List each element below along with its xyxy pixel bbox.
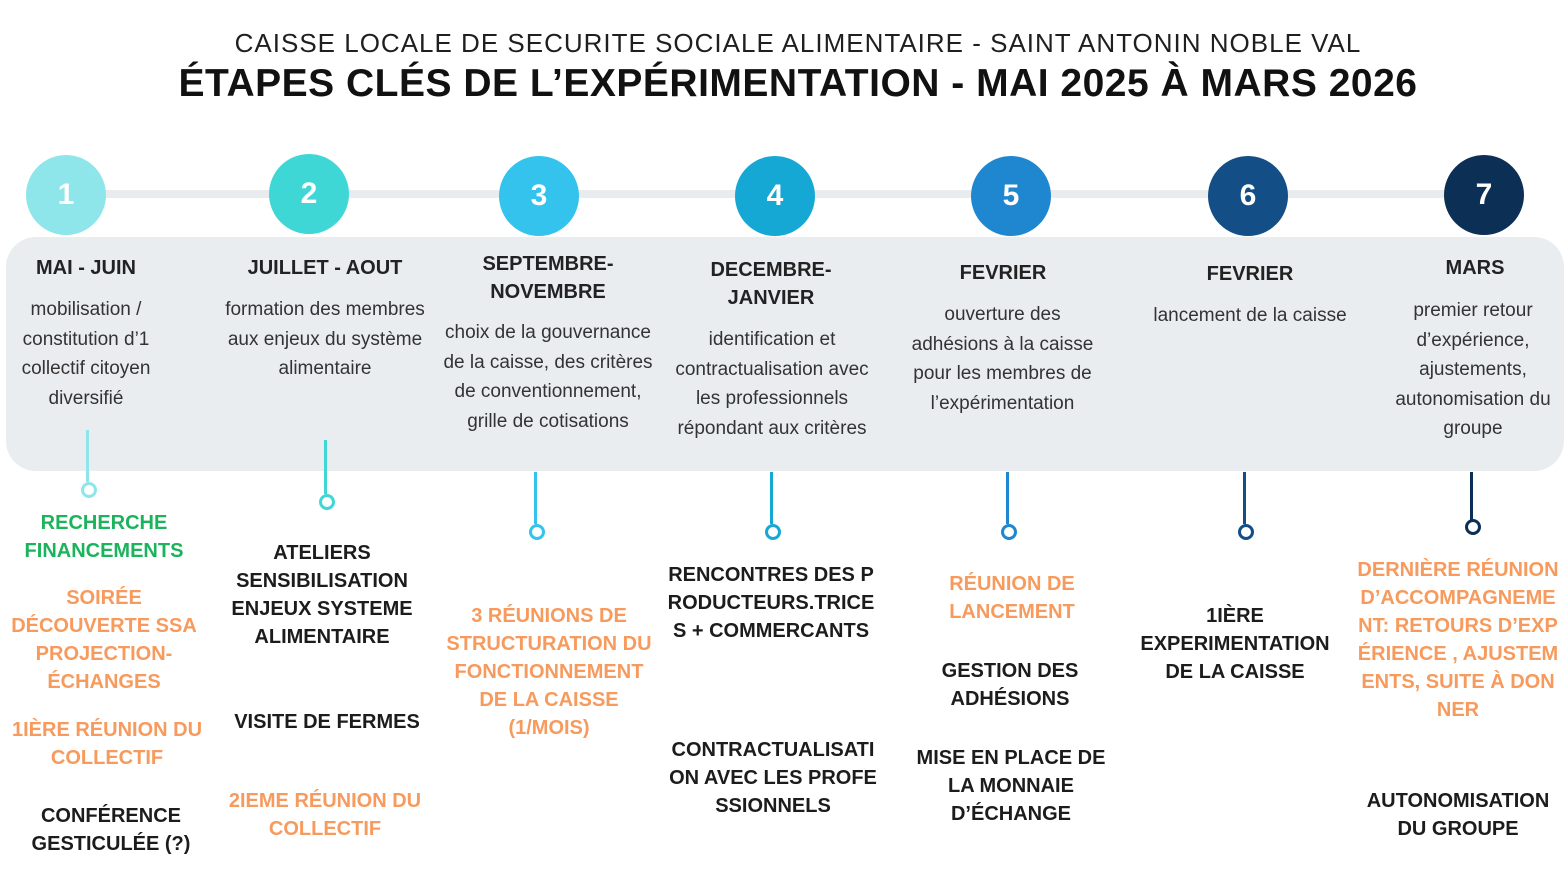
- step-2-connector: [324, 440, 327, 494]
- step-7-period: MARS: [1445, 257, 1505, 279]
- step-5-activity: RÉUNION DE LANCEMENT: [949, 573, 1075, 623]
- step-7-activity: DERNIÈRE RÉUNION D’ACCOMPAGNEMENT: RETOURS D’EXPÉRIENCE , AJUSTEMENTS, SUITE À DONNER: [1357, 559, 1559, 721]
- step-1-dot: [81, 482, 97, 498]
- step-2-activity: VISITE DE FERMES: [234, 711, 420, 733]
- step-6-dot: [1238, 524, 1254, 540]
- step-1-period: MAI - JUIN: [36, 257, 136, 279]
- step-3-connector: [534, 472, 537, 524]
- step-2-period: JUILLET - AOUT: [247, 257, 403, 279]
- step-6-connector: [1243, 472, 1246, 524]
- step-5-circle: 5: [971, 156, 1051, 236]
- step-7-description: premier retour d’expérience, ajustements, autonomisation du groupe: [1395, 300, 1551, 439]
- step-7-circle: 7: [1444, 155, 1524, 235]
- step-1-description: mobilisation / constitution d’1 collectif citoyen diversifié: [21, 299, 151, 409]
- step-2-dot: [319, 494, 335, 510]
- step-4-circle: 4: [735, 156, 815, 236]
- step-2-description: formation des membres aux enjeux du système alimentaire: [225, 299, 425, 379]
- step-3-activity: 3 RÉUNIONS DE STRUCTURATION DU FONCTIONNEMENT DE LA CAISSE (1/MOIS): [446, 605, 652, 739]
- step-5-activity: GESTION DES ADHÉSIONS: [941, 660, 1079, 710]
- step-7-connector: [1470, 472, 1473, 520]
- step-1-circle: 1: [26, 155, 106, 235]
- step-1-activity: CONFÉRENCE GESTICULÉE (?): [31, 805, 191, 855]
- step-3-period: SEPTEMBRE-NOVEMBRE: [482, 253, 614, 303]
- step-6-circle: 6: [1208, 156, 1288, 236]
- step-4-description: identification et contractualisation avec les professionnels répondant aux critères: [675, 329, 869, 439]
- step-5-activity: MISE EN PLACE DE LA MONNAIE D’ÉCHANGE: [916, 747, 1106, 825]
- step-5-dot: [1001, 524, 1017, 540]
- step-6-activity: 1IÈRE EXPERIMENTATION DE LA CAISSE: [1140, 605, 1330, 683]
- page-title: ÉTAPES CLÉS DE L’EXPÉRIMENTATION - MAI 2025 À MARS 2026: [178, 62, 1418, 105]
- page-subtitle: CAISSE LOCALE DE SECURITE SOCIALE ALIMENTAIRE - SAINT ANTONIN NOBLE VAL: [234, 28, 1362, 58]
- step-3-dot: [529, 524, 545, 540]
- step-6-period: FEVRIER: [1206, 263, 1294, 285]
- step-7-dot: [1465, 519, 1481, 535]
- step-4-connector: [770, 472, 773, 524]
- step-2-activity: 2IEME RÉUNION DU COLLECTIF: [228, 790, 422, 840]
- step-3-description: choix de la gouvernance de la caisse, des critères de conventionnement, grille de cotisations: [443, 322, 653, 432]
- step-6-description: lancement de la caisse: [1153, 305, 1347, 326]
- step-2-circle: 2: [269, 154, 349, 234]
- step-4-dot: [765, 524, 781, 540]
- step-4-activity: CONTRACTUALISATION AVEC LES PROFESSIONNELS: [669, 739, 877, 817]
- step-1-activity: RECHERCHE FINANCEMENTS: [24, 512, 184, 562]
- step-5-period: FEVRIER: [959, 262, 1047, 284]
- step-1-activity: 1IÈRE RÉUNION DU COLLECTIF: [11, 719, 203, 769]
- step-5-description: ouverture des adhésions à la caisse pour les membres de l’expérimentation: [911, 304, 1094, 414]
- step-5-connector: [1006, 472, 1009, 524]
- step-4-activity: RENCONTRES DES PRODUCTEURS.TRICES + COMMERCANTS: [667, 564, 875, 642]
- step-1-activity: SOIRÉE DÉCOUVERTE SSA PROJECTION-ÉCHANGES: [11, 587, 197, 693]
- step-3-circle: 3: [499, 156, 579, 236]
- step-2-activity: ATELIERS SENSIBILISATION ENJEUX SYSTEME ALIMENTAIRE: [231, 542, 413, 648]
- step-1-connector: [86, 430, 89, 482]
- step-7-activity: AUTONOMISATION DU GROUPE: [1366, 790, 1550, 840]
- step-4-period: DECEMBRE-JANVIER: [710, 259, 832, 309]
